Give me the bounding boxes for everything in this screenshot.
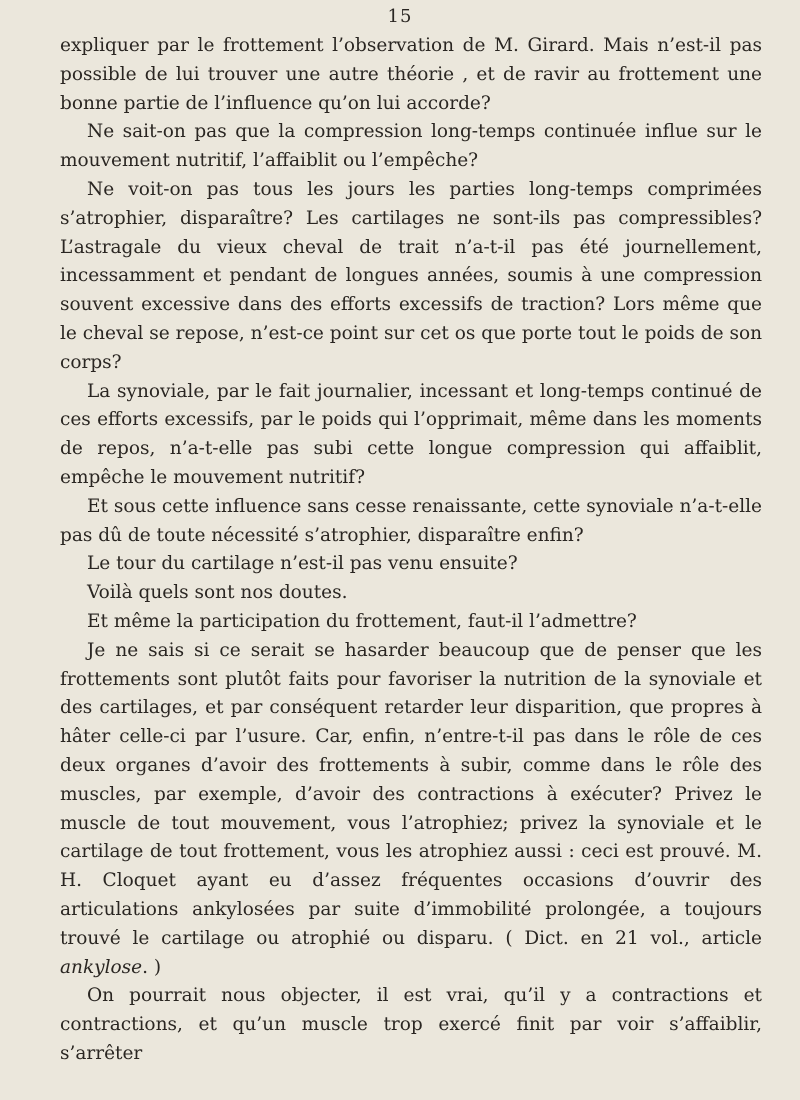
- paragraph: Voilà quels sont nos doutes.: [87, 582, 348, 604]
- italic-term: ankylose: [60, 956, 143, 978]
- paragraph: On pourrait nous objecter, il est vrai, qu’il y a contractions et contractions, et qu’un muscle trop exercé finit par voir s’affaiblir, s’arrêter: [60, 985, 762, 1064]
- page-number: 15: [387, 6, 413, 27]
- paragraph: Ne sait-on pas que la compression long-temps continuée influe sur le mouvement nutritif, l’affaiblit ou l’empêche?: [60, 121, 762, 172]
- paragraph-text: Je ne sais si ce serait se hasarder beaucoup que de penser que les frottements sont plutôt faits pour favoriser la nutrition de la synoviale et des cartilages, et par conséquent retarder leur disparition, que propres à hâter celle-ci par l’usure. Car, enfin, n’entre-t-il pas dans le rôle de ces deux organes d’avoir des frottements à subir, comme dans le rôle des muscles, par exemple, d’avoir des contractions à exécuter? Privez le muscle de tout mouvement, vous l’atrophiez; privez la synoviale et le cartilage de tout frottement, vous les atrophiez aussi : ceci est prouvé. M. H. Cloquet ayant eu d’assez fréquentes occasions d’ouvrir des articulations ankylosées par suite d’immobilité prolongée, a toujours trouvé le cartilage ou atrophié ou disparu. ( Dict. en 21 vol., article: [60, 639, 762, 949]
- paragraph: Et même la participation du frottement, faut-il l’admettre?: [87, 610, 637, 632]
- paragraph: Ne voit-on pas tous les jours les parties long-temps comprimées s’atrophier, disparaître? Les cartilages ne sont-ils pas compressibles? L’astragale du vieux cheval de trait n’a-t-il pas été journellement, incessamment et pendant de longues années, soumis à une compression souvent excessive dans des efforts excessifs de traction? Lors même que le cheval se repose, n’est-ce point sur cet os que porte tout le poids de son corps?: [60, 178, 762, 373]
- body-text: [60, 32, 762, 1069]
- paragraph-text-end: . ): [142, 956, 162, 978]
- paragraph: Le tour du cartilage n’est-il pas venu ensuite?: [87, 553, 518, 575]
- paragraph: Et sous cette influence sans cesse renaissante, cette synoviale n’a-t-elle pas dû de toute nécessité s’atrophier, disparaître enfin?: [60, 495, 762, 546]
- paragraph: La synoviale, par le fait journalier, incessant et long-temps continué de ces efforts excessifs, par le poids qui l’opprimait, même dans les moments de repos, n’a-t-elle pas subi cette longue compression qui affaiblit, empêche le mouvement nutritif?: [60, 380, 762, 488]
- paragraph: [60, 637, 762, 983]
- paragraph: expliquer par le frottement l’observation de M. Girard. Mais n’est-il pas possible de lui trouver une autre théorie , et de ravir au frottement une bonne partie de l’influence qu’on lui accorde?: [60, 35, 762, 114]
